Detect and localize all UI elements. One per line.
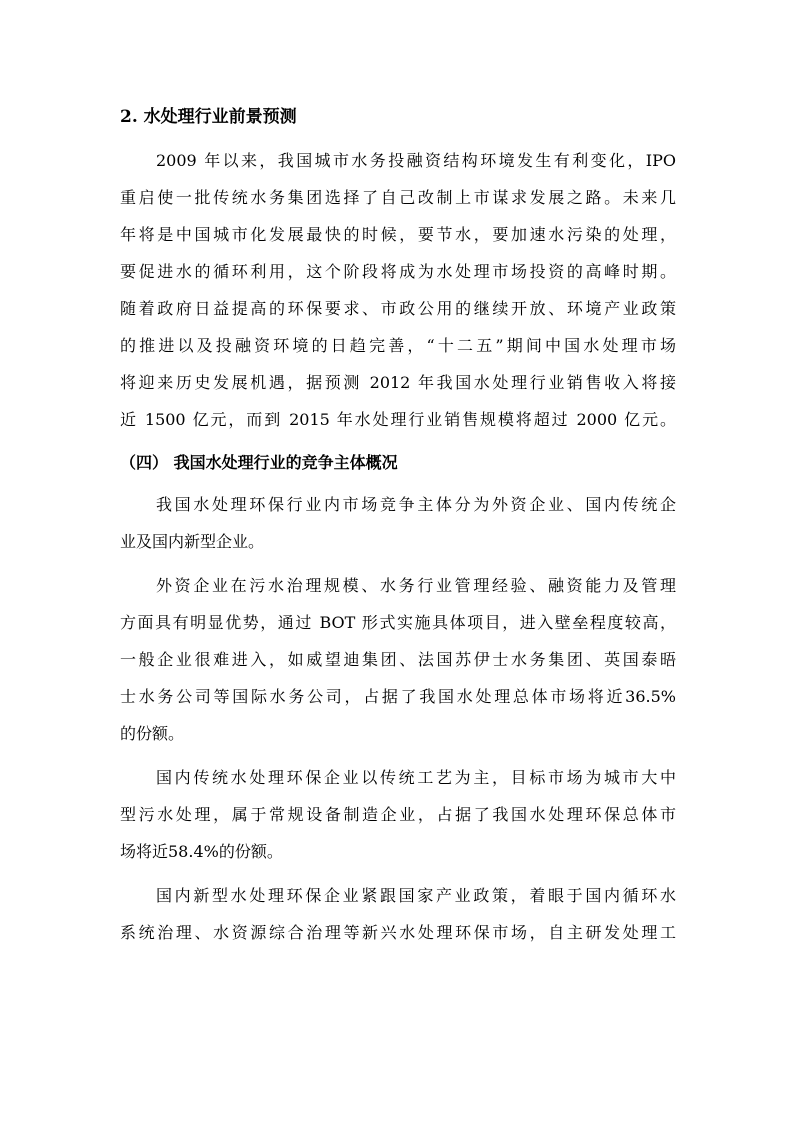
paragraph-line: 业及国内新型企业。 <box>120 532 265 551</box>
paragraph-line: 将迎来历史发展机遇，据预测 2012 年我国水处理行业销售收入将接 <box>120 373 676 392</box>
paragraph-line: 国内传统水处理环保企业以传统工艺为主，目标市场为城市大中 <box>156 768 676 787</box>
paragraph-line: 近 1500 亿元，而到 2015 年水处理行业销售规模将超过 2000 亿元。 <box>120 410 676 429</box>
paragraph-line: 士水务公司等国际水务公司，占据了我国水处理总体市场将近36.5% <box>120 687 676 706</box>
paragraph-line: 方面具有明显优势，通过 BOT 形式实施具体项目，进入壁垒程度较高， <box>120 613 676 632</box>
paragraph-line: 年将是中国城市化发展最快的时候，要节水，要加速水污染的处理， <box>120 225 676 244</box>
paragraph-line: 的份额。 <box>120 724 185 743</box>
paragraph-line: 我国水处理环保行业内市场竞争主体分为外资企业、国内传统企 <box>156 495 676 514</box>
paragraph-line: 一般企业很难进入，如威望迪集团、法国苏伊士水务集团、英国泰晤 <box>120 650 676 669</box>
paragraph-line: 要促进水的循环利用，这个阶段将成为水处理市场投资的高峰时期。 <box>120 262 676 281</box>
section-heading-competition-overview: （四） 我国水处理行业的竞争主体概况 <box>120 453 398 472</box>
paragraph-line: 2009 年以来，我国城市水务投融资结构环境发生有利变化，IPO <box>156 151 676 170</box>
paragraph-line: 系统治理、水资源综合治理等新兴水处理环保市场，自主研发处理工 <box>120 923 676 942</box>
paragraph-line: 型污水处理，属于常规设备制造企业，占据了我国水处理环保总体市 <box>120 805 676 824</box>
paragraph-line: 场将近58.4%的份额。 <box>120 842 283 861</box>
paragraph-line: 重启使一批传统水务集团选择了自己改制上市谋求发展之路。未来几 <box>120 188 676 207</box>
paragraph-line: 随着政府日益提高的环保要求、市政公用的继续开放、环境产业政策 <box>120 299 676 318</box>
paragraph-line: 外资企业在污水治理规模、水务行业管理经验、融资能力及管理 <box>156 576 676 595</box>
paragraph-line: 国内新型水处理环保企业紧跟国家产业政策，着眼于国内循环水 <box>156 886 676 905</box>
paragraph-line: 的推进以及投融资环境的日趋完善，“十二五”期间中国水处理市场 <box>120 336 676 355</box>
section-heading-industry-outlook: 2. 水处理行业前景预测 <box>120 107 297 127</box>
